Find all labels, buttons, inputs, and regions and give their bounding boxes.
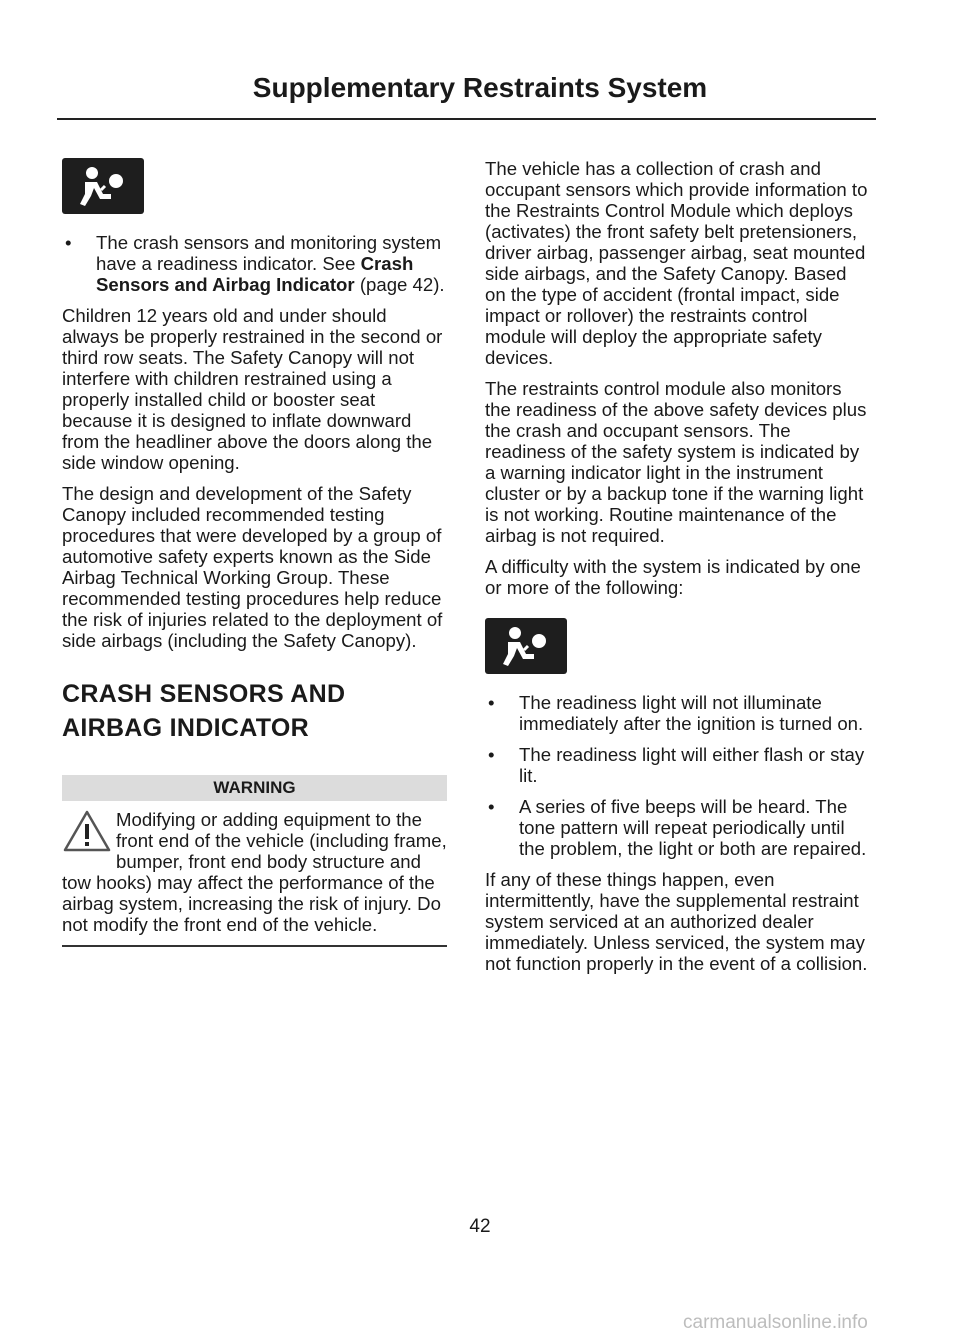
warning-label: WARNING (62, 775, 447, 801)
warning-text: Modifying or adding equipment to the front end of the vehicle (including frame, bumper, front end body structure and tow hooks) may affect the performance of the airbag system, increasing the risk of injury. Do not modify the front end of the vehicle. (62, 809, 447, 935)
bullet-text: The readiness light will either flash or stay lit. (519, 744, 865, 786)
paragraph: The restraints control module also monitors the readiness of the above safety devices plus the crash and occupant sensors. The readiness of the safety system is indicated by a warning indicator light in the instrument cluster or by a backup tone if the warning light is not working. Routine maintenance of the airbag is not required. (485, 378, 867, 546)
header-divider (57, 118, 876, 120)
airbag-warning-icon (485, 618, 567, 674)
list-item (485, 692, 870, 734)
bullet-text: The crash sensors and monitoring system have a readiness indicator. See (96, 232, 442, 274)
paragraph: The design and development of the Safety Canopy included recommended testing procedures that were developed by a group of automotive safety experts known as the Side Airbag Technical Working Group. These recommended testing procedures help reduce the risk of injuries related to the deployment of side airbags (including the Safety Canopy). (62, 483, 443, 651)
bullet-marker: • (488, 744, 495, 765)
bullet-marker: • (65, 232, 72, 253)
section-heading (62, 677, 447, 745)
right-column (485, 158, 870, 984)
page-reference: (page 42). (354, 274, 445, 295)
airbag-warning-icon (62, 158, 144, 214)
warning-box (62, 809, 447, 947)
bullet-text: The readiness light will not illuminate immediately after the ignition is turned on. (519, 692, 864, 734)
page-title: Supplementary Restraints System (252, 72, 708, 103)
list-item (62, 232, 447, 295)
warning-triangle-icon (62, 809, 112, 853)
watermark: carmanualsonline.info (683, 1312, 868, 1333)
bullet-marker: • (488, 692, 495, 713)
paragraph: If any of these things happen, even intermittently, have the supplemental restraint system serviced at an authorized dealer immediately. Unless serviced, the system may not function properly in the event of a collision. (485, 869, 868, 974)
cross-reference-link[interactable]: Crash Sensors and Airbag Indicator (96, 253, 414, 295)
warning-divider (62, 945, 447, 947)
paragraph: Children 12 years old and under should always be properly restrained in the second or third row seats. The Safety Canopy will not interfere with children restrained using a properly installed child or booster seat because it is designed to inflate downward from the headliner above the doors along the side window opening. (62, 305, 443, 473)
paragraph: A difficulty with the system is indicated by one or more of the following: (485, 556, 861, 598)
bullet-marker: • (488, 796, 495, 817)
page-number: 42 (469, 1216, 491, 1237)
section-heading-line: AIRBAG INDICATOR (62, 714, 309, 742)
list-item (485, 796, 870, 859)
bullet-text: A series of five beeps will be heard. The tone pattern will repeat periodically until the problem, the light or both are repaired. (519, 796, 867, 859)
left-column (62, 158, 447, 947)
list-item (485, 744, 870, 786)
section-heading-line: CRASH SENSORS AND (62, 680, 346, 708)
paragraph: The vehicle has a collection of crash and occupant sensors which provide information to the Restraints Control Module which deploys (activates) the front safety belt pretensioners, driver airbag, passenger airbag, seat mounted side airbags, and the Safety Canopy. Based on the type of accident (frontal impact, side impact or rollover) the restraints control module will deploy the appropriate safety devices. (485, 158, 868, 368)
